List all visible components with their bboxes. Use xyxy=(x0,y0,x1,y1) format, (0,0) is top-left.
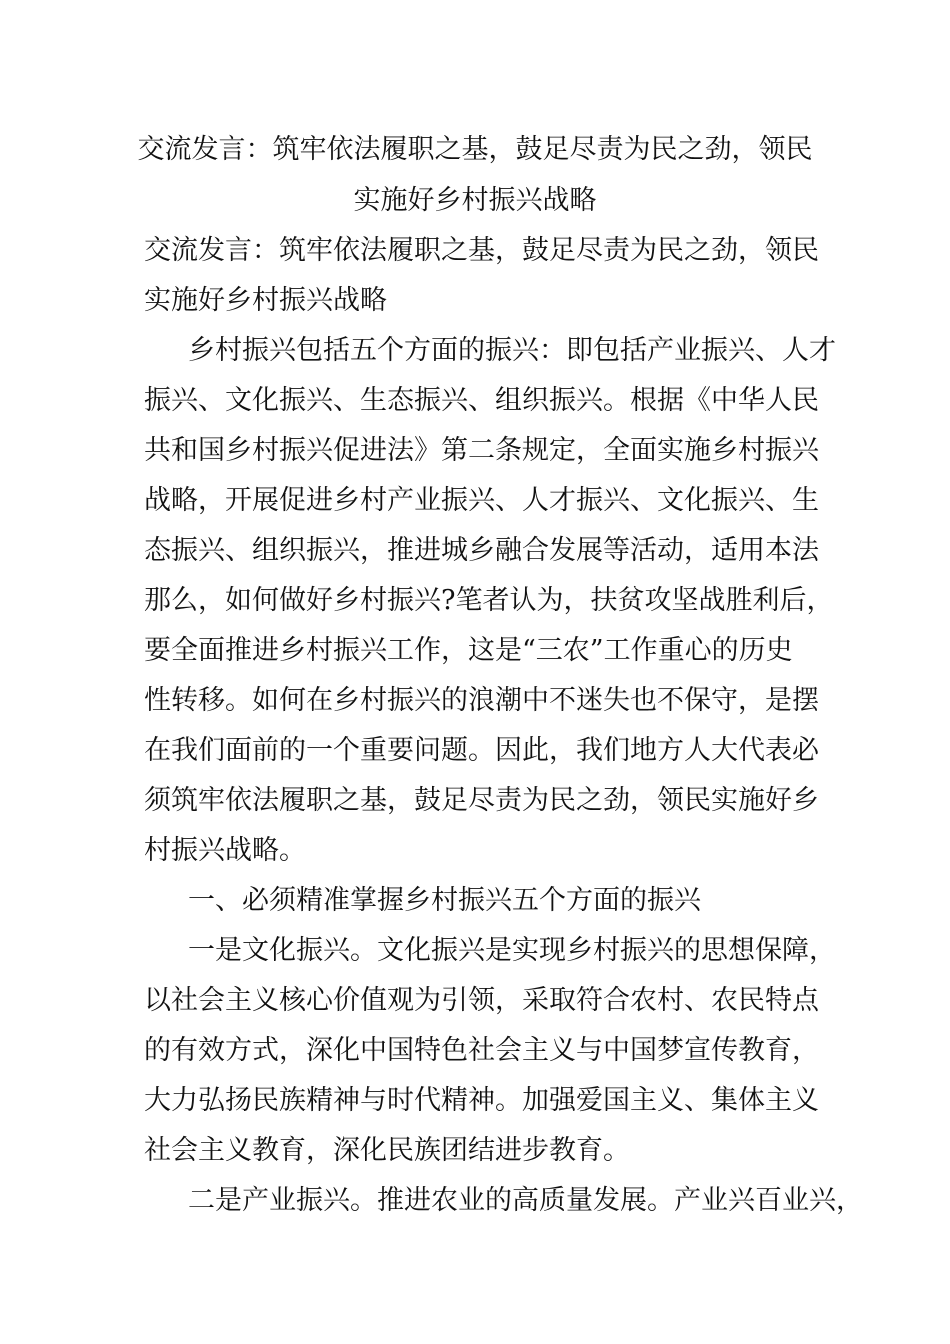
paragraph-line: 态振兴、组织振兴，推进城乡融合发展等活动，适用本法 xyxy=(144,535,819,566)
paragraph-line: 一是文化振兴。文化振兴是实现乡村振兴的思想保障， xyxy=(188,935,836,966)
paragraph-line: 须筑牢依法履职之基，鼓足尽责为民之劲，领民实施好乡 xyxy=(144,785,819,816)
paragraph-line: 二是产业振兴。推进农业的高质量发展。产业兴百业兴， xyxy=(188,1185,863,1216)
paragraph-line: 大力弘扬民族精神与时代精神。加强爱国主义、集体主义 xyxy=(144,1085,819,1116)
paragraph-line: 社会主义教育，深化民族团结进步教育。 xyxy=(144,1135,630,1166)
document-title-line-2: 实施好乡村振兴战略 xyxy=(353,185,597,216)
paragraph-line: 振兴、文化振兴、生态振兴、组织振兴。根据《中华人民 xyxy=(144,385,819,416)
heading-line: 实施好乡村振兴战略 xyxy=(144,285,387,316)
document-title-line-1: 交流发言：筑牢依法履职之基，鼓足尽责为民之劲，领民 xyxy=(137,134,813,165)
paragraph-line: 共和国乡村振兴促进法》第二条规定，全面实施乡村振兴 xyxy=(144,435,819,466)
paragraph-line: 在我们面前的一个重要问题。因此，我们地方人大代表必 xyxy=(144,735,819,766)
paragraph-line: 以社会主义核心价值观为引领，采取符合农村、农民特点 xyxy=(144,985,819,1016)
paragraph-line: 战略，开展促进乡村产业振兴、人才振兴、文化振兴、生 xyxy=(144,485,819,516)
paragraph-line: 那么，如何做好乡村振兴?笔者认为，扶贫攻坚战胜利后， xyxy=(144,585,834,616)
paragraph-line: 村振兴战略。 xyxy=(144,835,306,866)
paragraph-line: 乡村振兴包括五个方面的振兴：即包括产业振兴、人才 xyxy=(188,335,836,366)
paragraph-line: 要全面推进乡村振兴工作，这是“三农”工作重心的历史 xyxy=(144,635,793,666)
paragraph-line: 的有效方式，深化中国特色社会主义与中国梦宣传教育， xyxy=(144,1035,819,1066)
paragraph-line: 性转移。如何在乡村振兴的浪潮中不迷失也不保守，是摆 xyxy=(144,685,819,716)
heading-line: 交流发言：筑牢依法履职之基，鼓足尽责为民之劲，领民 xyxy=(144,235,819,266)
section-heading: 一、必须精准掌握乡村振兴五个方面的振兴 xyxy=(188,885,701,916)
